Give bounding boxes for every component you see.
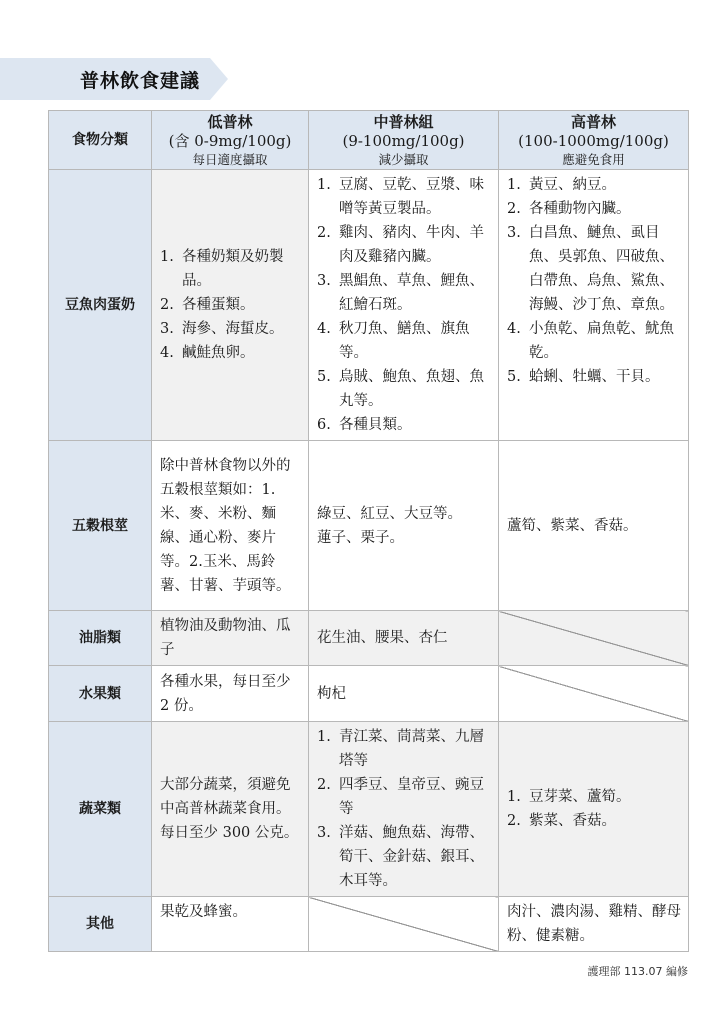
header-high-name: 高普林	[570, 112, 616, 131]
list-item: 2. 紫菜、香菇。	[507, 813, 616, 829]
list-item: 4. 鹹鮭魚卵。	[160, 345, 255, 361]
veg-high	[499, 722, 689, 897]
list-item: 3. 洋菇、鮑魚菇、海帶、筍干、金針菇、銀耳、木耳等。	[317, 825, 484, 889]
protein-mid	[309, 170, 499, 441]
header-high-note: 應避免食用	[562, 151, 625, 167]
protein-low	[152, 170, 309, 441]
header-low-range: (含 0-9mg/100g)	[168, 131, 292, 150]
other-mid-empty	[309, 897, 499, 952]
list-item: 3. 海參、海蜇皮。	[160, 321, 284, 337]
list-item: 4. 小魚乾、扁魚乾、魷魚乾。	[507, 321, 674, 361]
oil-low: 植物油及動物油、瓜子	[152, 611, 309, 666]
veg-low-line1: 大部分蔬菜，須避免中高普林蔬菜食用。	[160, 777, 291, 817]
header-mid-note: 減少攝取	[378, 151, 429, 167]
list-item: 5. 烏賊、鮑魚、魚翅、魚丸等。	[317, 369, 484, 409]
page-title: 普林飲食建議	[80, 70, 201, 92]
list-item: 1. 豆芽菜、蘆筍。	[507, 789, 631, 805]
header-category: 食物分類	[49, 111, 152, 170]
fruit-mid: 枸杞	[309, 666, 499, 722]
header-row	[49, 111, 689, 170]
list-item: 1. 各種奶類及奶製品。	[160, 249, 284, 289]
list-item: 3. 黑鯧魚、草魚、鯉魚、紅鱠石斑。	[317, 273, 484, 313]
list-item: 3. 白昌魚、鰱魚、虱目魚、吳郭魚、四破魚、白帶魚、烏魚、鯊魚、海鰻、沙丁魚、章魚。	[507, 225, 674, 313]
list-item: 1. 豆腐、豆乾、豆漿、味噌等黃豆製品。	[317, 177, 484, 217]
other-high: 肉汁、濃肉湯、雞精、酵母粉、健素糖。	[499, 897, 689, 952]
list-item: 1. 黃豆、納豆。	[507, 177, 616, 193]
category-grains: 五穀根莖	[49, 441, 152, 611]
header-low-purine	[152, 111, 309, 170]
header-high-purine	[499, 111, 689, 170]
title-banner	[0, 58, 228, 100]
footer-note: 護理部 113.07 編修	[587, 965, 688, 978]
category-oil: 油脂類	[49, 611, 152, 666]
purine-diet-table	[48, 110, 689, 952]
grains-mid-line1: 綠豆、紅豆、大豆等。	[317, 505, 462, 522]
row-fruit	[49, 666, 689, 722]
protein-high	[499, 170, 689, 441]
oil-high-empty	[499, 611, 689, 666]
grains-mid-line2: 蓮子、栗子。	[317, 529, 404, 546]
row-veg	[49, 722, 689, 897]
category-veg: 蔬菜類	[49, 722, 152, 897]
row-oil	[49, 611, 689, 666]
header-mid-name: 中普林組	[373, 112, 434, 131]
fruit-low: 各種水果，每日至少 2 份。	[152, 666, 309, 722]
list-item: 1. 青江菜、茼蒿菜、九層塔等	[317, 729, 484, 769]
header-low-note: 每日適度攝取	[192, 151, 268, 167]
grains-low: 除中普林食物以外的五穀根莖類如：1.米、麥、米粉、麵線、通心粉、麥片等。2.玉米、馬鈴薯、甘薯、芋頭等。	[152, 441, 309, 611]
list-item: 2. 四季豆、皇帝豆、豌豆等	[317, 777, 484, 817]
veg-mid	[309, 722, 499, 897]
veg-low	[152, 722, 309, 897]
veg-low-line2: 每日至少 300 公克。	[160, 825, 299, 841]
list-item: 6. 各種貝類。	[317, 417, 412, 433]
header-mid-purine	[309, 111, 499, 170]
category-fruit: 水果類	[49, 666, 152, 722]
list-item: 5. 蛤蜊、牡蠣、干貝。	[507, 369, 660, 385]
row-grains	[49, 441, 689, 611]
header-low-name: 低普林	[207, 112, 253, 131]
category-protein: 豆魚肉蛋奶	[49, 170, 152, 441]
grains-high: 蘆筍、紫菜、香菇。	[499, 441, 689, 611]
oil-mid: 花生油、腰果、杏仁	[309, 611, 499, 666]
other-low: 果乾及蜂蜜。	[152, 897, 309, 952]
header-high-range: (100-1000mg/100g)	[518, 131, 669, 150]
row-protein	[49, 170, 689, 441]
row-other	[49, 897, 689, 952]
header-mid-range: (9-100mg/100g)	[342, 131, 465, 150]
category-other: 其他	[49, 897, 152, 952]
grains-mid	[309, 441, 499, 611]
list-item: 4. 秋刀魚、鱔魚、旗魚等。	[317, 321, 470, 361]
list-item: 2. 各種蛋類。	[160, 297, 255, 313]
list-item: 2. 各種動物內臟。	[507, 201, 631, 217]
list-item: 2. 雞肉、豬肉、牛肉、羊肉及雞豬內臟。	[317, 225, 484, 265]
fruit-high-empty	[499, 666, 689, 722]
